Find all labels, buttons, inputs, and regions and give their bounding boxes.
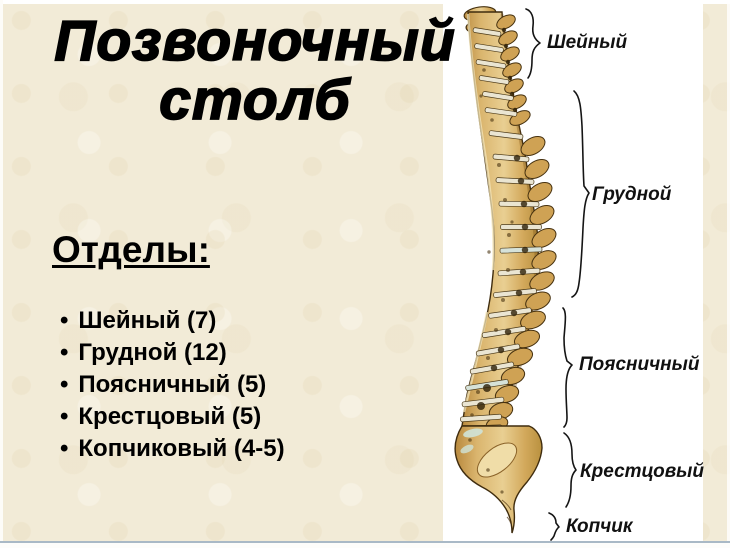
diagram-label-sacral: Крестцовый	[580, 461, 705, 482]
bullet-icon: •	[60, 371, 69, 398]
list-item-label: Копчиковый (4-5)	[78, 435, 285, 462]
list-item-lumbar	[60, 369, 285, 401]
list-item-cervical	[60, 305, 285, 337]
slide-edge-left	[0, 0, 3, 548]
list-item-label: Грудной (12)	[78, 339, 227, 366]
diagram-label-coccyx: Копчик	[566, 516, 633, 537]
slide-title-line2: столб	[159, 68, 351, 132]
diagram-label-cervical: Шейный	[547, 32, 628, 53]
bullet-icon: •	[60, 403, 69, 430]
slide-edge-top	[0, 0, 730, 4]
bullet-icon: •	[60, 435, 69, 462]
sections-list	[52, 305, 285, 465]
diagram-label-thoracic: Грудной	[592, 184, 672, 205]
list-item-label: Шейный (7)	[78, 307, 217, 334]
list-item-label: Поясничный (5)	[78, 371, 267, 398]
list-item-coccygeal	[60, 433, 285, 465]
bullet-icon: •	[60, 307, 69, 334]
list-item-thoracic	[60, 337, 285, 369]
slide-edge-bottom	[0, 541, 730, 548]
sections-block	[52, 229, 285, 465]
list-item-sacral	[60, 401, 285, 433]
bullet-icon: •	[60, 339, 69, 366]
slide-title-line1: Позвоночный	[54, 9, 456, 73]
sections-heading: Отделы:	[52, 229, 210, 270]
list-item-label: Крестцовый (5)	[78, 403, 262, 430]
slide-title	[0, 9, 510, 132]
diagram-label-lumbar: Поясничный	[579, 354, 700, 375]
